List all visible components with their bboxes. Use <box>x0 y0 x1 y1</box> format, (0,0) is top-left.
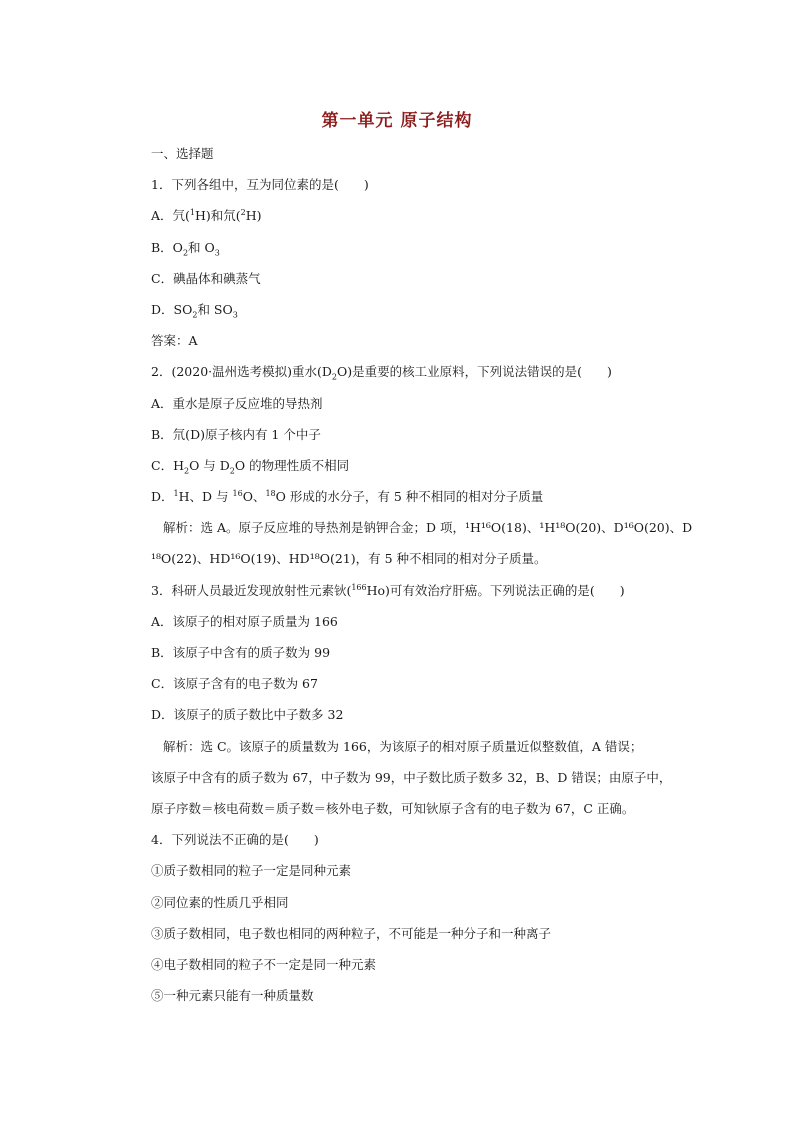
q3-option-b: B．该原子中含有的质子数为 99 <box>151 645 331 660</box>
document-body <box>151 145 693 1018</box>
q1-option-b: B．$O_2$和 $O_3$ <box>151 239 220 258</box>
q4-statement-5: ⑤一种元素只能有一种质量数 <box>151 988 314 1004</box>
section-heading: 一、选择题 <box>151 146 214 161</box>
q2-option-b: B．氘(D)原子核内有 1 个中子 <box>151 426 321 442</box>
q2-option-c: C．$H_2O$ 与 $D_2O$ 的物理性质不相同 <box>151 457 350 476</box>
q1-option-c: C．碘晶体和碘蒸气 <box>151 270 261 286</box>
q4-statement-4: ④电子数相同的粒子不一定是同一种元素 <box>151 956 377 972</box>
q1-answer: 答案：A <box>151 333 198 349</box>
q4-statement-2: ②同位素的性质几乎相同 <box>151 894 289 910</box>
q1-option-d: D．$SO_2$和 $SO_3$ <box>151 301 238 320</box>
q2-stem: 2．(2020·温州选考模拟)重水$(D_2O)$是重要的核工业原料，下列说法错误的是( ) <box>151 364 612 382</box>
q2-option-a: A．重水是原子反应堆的导热剂 <box>151 395 323 411</box>
q3-analysis-line1: 解析：选 C。该原子的质量数为 166，为该原子的相对原子质量近似整数值，A 错误； <box>163 738 643 754</box>
q1-option-a: A．氕($^1$H)和氘($^2$H) <box>151 208 262 224</box>
q3-option-d: D．该原子的质子数比中子数多 32 <box>151 707 344 723</box>
q2-analysis-line1: 解析：选 A。原子反应堆的导热剂是钠钾合金；D 项，¹H¹⁶O(18)、¹H¹⁸O(20)、D¹⁶O(20)、D <box>163 520 693 536</box>
q3-option-c: C．该原子含有的电子数为 67 <box>151 676 318 692</box>
q1-stem: 1．下列各组中，互为同位素的是( ) <box>151 177 369 193</box>
q3-analysis-line3: 原子序数＝核电荷数＝质子数＝核外电子数，可知钬原子含有的电子数为 67，C 正确。 <box>151 800 635 816</box>
q2-analysis-line2: ¹⁸O(22)、HD¹⁶O(19)、HD¹⁸O(21)，有 5 种不相同的相对分子质量。 <box>151 551 547 567</box>
q3-stem: 3．科研人员最近发现放射性元素钬($^{166}$Ho)可有效治疗肝癌。下列说法正确的是( ) <box>151 582 625 598</box>
q4-stem: 4．下列说法不正确的是( ) <box>151 832 319 848</box>
q3-analysis-line2: 该原子中含有的质子数为 67，中子数为 99，中子数比质子数多 32，B、D 错误；由原子中， <box>151 769 672 785</box>
q4-statement-3: ③质子数相同，电子数也相同的两种粒子，不可能是一种分子和一种离子 <box>151 925 552 941</box>
q4-statement-1: ①质子数相同的粒子一定是同种元素 <box>151 863 352 879</box>
page-title: 第一单元 原子结构 <box>321 111 473 131</box>
q3-option-a: A．该原子的相对原子质量为 166 <box>151 613 338 629</box>
q2-option-d: D．$^1$H、D 与 $^{16}$O、$^{18}$O 形成的水分子，有 5 种不相同的相对分子质量 <box>151 488 544 505</box>
